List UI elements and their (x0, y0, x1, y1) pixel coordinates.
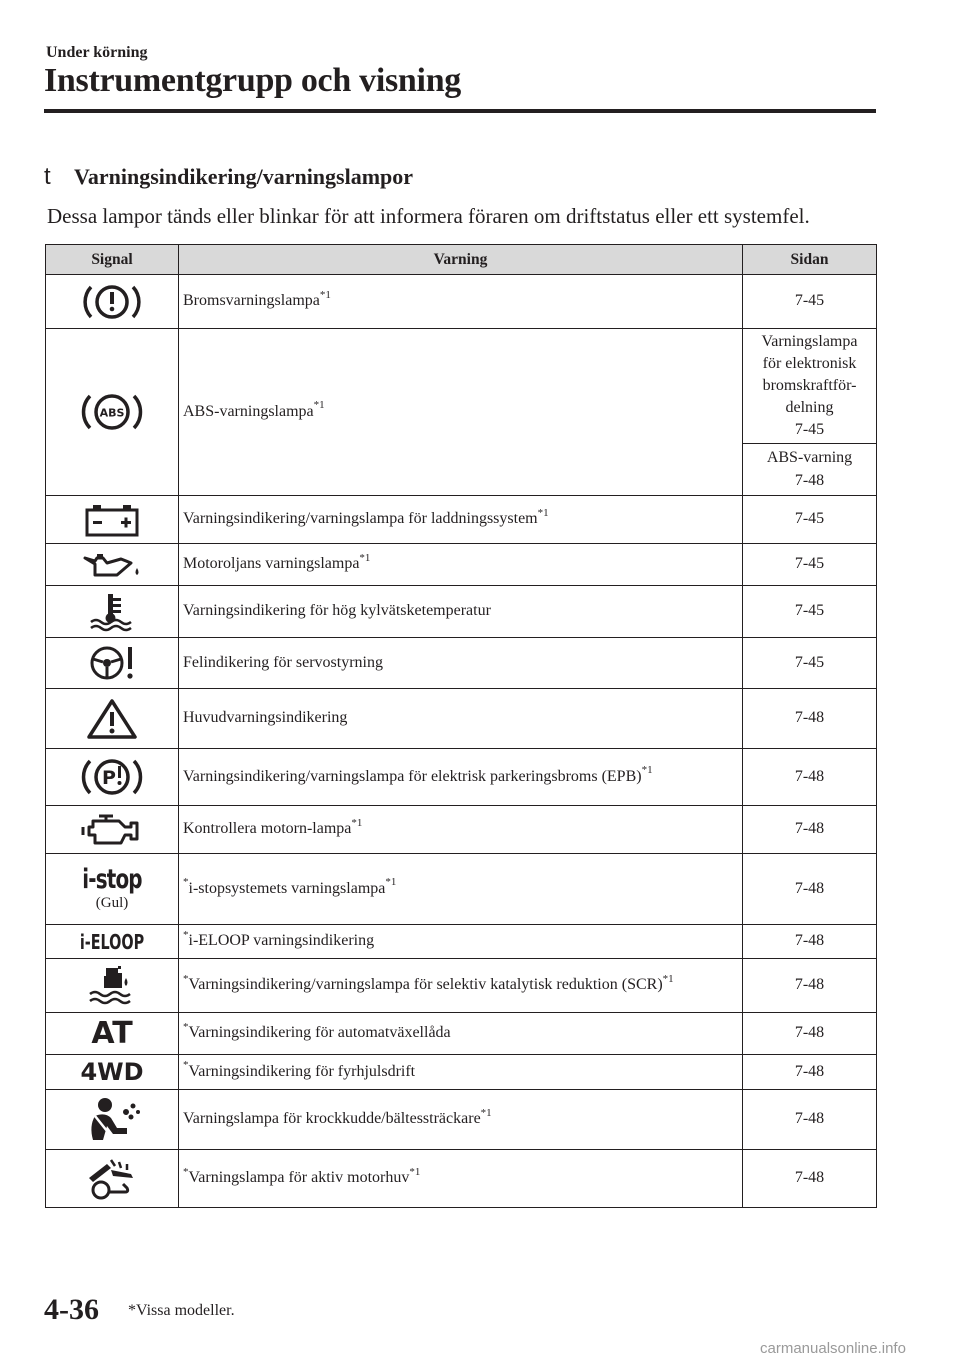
oil-can-icon (46, 550, 178, 580)
page-ref: 7-48 (743, 1013, 877, 1055)
table-row (46, 638, 877, 689)
footnote-mark: * (183, 928, 189, 941)
at-icon: AT (91, 1015, 133, 1051)
section-marker: t (44, 163, 51, 190)
warning-text: Kontrollera motorn-lampa (183, 820, 352, 838)
col-header-signal: Signal (46, 245, 179, 275)
page-ref: 7-48 (743, 959, 877, 1013)
power-steering-icon (46, 643, 178, 683)
page-ref: 7-45 (743, 496, 877, 544)
scr-icon (46, 964, 178, 1008)
footnote-mark: *1 (480, 1106, 492, 1119)
warning-text: Motoroljans varningslampa (183, 555, 360, 573)
master-warning-icon (46, 697, 178, 741)
footnote-mark: *1 (313, 399, 325, 412)
table-row (46, 329, 877, 444)
warning-text: Varningslampa för krockkudde/bältessträckare (183, 1110, 481, 1128)
table-row (46, 1055, 877, 1090)
table-row (46, 854, 877, 925)
warning-text: Varningsindikering/varningslampa för laddningssystem (183, 510, 538, 528)
page-ref: 7-45 (743, 544, 877, 586)
chapter-title: Instrumentgrupp och visning (44, 62, 461, 99)
table-row (46, 1150, 877, 1208)
table-row (46, 586, 877, 638)
page-ref: 7-48 (743, 1090, 877, 1150)
footnote-mark: * (183, 876, 189, 889)
warning-text: Varningsindikering/varningslampa för elektrisk parkeringsbroms (EPB) (183, 767, 642, 785)
warning-text: i-stopsystemets varningslampa (188, 879, 386, 897)
page-ref: 7-48 (743, 925, 877, 959)
page-number: 4-36 (44, 1293, 99, 1326)
abs-warning-icon (46, 388, 178, 436)
section-title: Varningsindikering/varningslampor (74, 164, 414, 189)
page-ref: 7-45 (743, 586, 877, 638)
table-row (46, 1090, 877, 1150)
footnote-mark: *1 (662, 972, 674, 985)
icon-caption: (Gul) (95, 895, 129, 911)
footnote-mark: * (183, 1059, 189, 1072)
warning-text: i-ELOOP varningsindikering (188, 932, 375, 950)
page-ref: 7-48 (743, 689, 877, 749)
page-ref: 7-48 (743, 1055, 877, 1090)
warning-table (45, 244, 877, 1208)
coolant-temperature-icon (46, 592, 178, 632)
col-header-page: Sidan (743, 245, 877, 275)
footnote-mark: * (183, 1020, 189, 1033)
brake-warning-icon (46, 280, 178, 324)
footnote-mark: * (183, 1165, 189, 1178)
warning-text: Varningsindikering för automatväxellåda (188, 1024, 451, 1042)
svg-text:P: P (102, 767, 116, 789)
page-ref: 7-48 (743, 806, 877, 854)
page-ref: 7-48 (743, 1150, 877, 1208)
warning-text: Varningsindikering för hög kylvätsketemperatur (183, 602, 491, 620)
i-stop-icon: i-stop (82, 864, 142, 895)
table-row (46, 925, 877, 959)
col-header-warning: Varning (179, 245, 743, 275)
footnote-mark: * (183, 972, 189, 985)
footnote-mark: *1 (319, 288, 331, 301)
footnote-mark: *1 (409, 1165, 421, 1178)
table-header-row (46, 245, 877, 275)
i-eloop-icon: i-ELOOP (79, 929, 145, 954)
airbag-icon (46, 1096, 178, 1144)
warning-text: Bromsvarningslampa (183, 292, 320, 310)
warning-text: ABS-varningslampa (183, 402, 314, 420)
page-ref: ABS-varning 7-48 (743, 444, 877, 496)
page-ref: Varningslampa för elektronisk bromskraftför- delning 7-45 (743, 329, 877, 444)
check-engine-icon (46, 812, 178, 848)
footnote-mark: *1 (641, 764, 653, 777)
table-row (46, 1013, 877, 1055)
svg-text:ABS: ABS (99, 406, 125, 420)
page-ref: 7-48 (743, 749, 877, 806)
footnote-mark: *1 (359, 551, 371, 564)
battery-icon (46, 502, 178, 538)
table-row (46, 496, 877, 544)
intro-text: Dessa lampor tänds eller blinkar för att informera föraren om driftstatus eller ett systemfel. (47, 204, 810, 228)
section-header: Under körning (46, 44, 148, 61)
parking-brake-icon (46, 754, 178, 800)
footnote-mark: *1 (351, 816, 363, 829)
table-row (46, 544, 877, 586)
table-row (46, 749, 877, 806)
footnote: *Vissa modeller. (128, 1302, 235, 1319)
page-ref: 7-45 (743, 638, 877, 689)
warning-text: Varningsindikering/varningslampa för selektiv katalytisk reduktion (SCR) (188, 976, 663, 994)
active-bonnet-icon (46, 1156, 178, 1202)
footnote-mark: *1 (385, 876, 397, 889)
warning-text: Huvudvarningsindikering (183, 709, 348, 727)
page-ref: 7-45 (743, 275, 877, 329)
warning-text: Varningsindikering för fyrhjulsdrift (188, 1062, 416, 1080)
warning-text: Felindikering för servostyrning (183, 653, 383, 671)
watermark: carmanualsonline.info (760, 1340, 906, 1357)
warning-text: Varningslampa för aktiv motorhuv (188, 1169, 410, 1187)
table-row (46, 275, 877, 329)
page-ref: 7-48 (743, 854, 877, 925)
4wd-icon: 4WD (80, 1058, 144, 1086)
footnote-mark: *1 (537, 506, 549, 519)
table-row (46, 689, 877, 749)
header-rule (44, 109, 876, 113)
table-row (46, 806, 877, 854)
table-row (46, 959, 877, 1013)
